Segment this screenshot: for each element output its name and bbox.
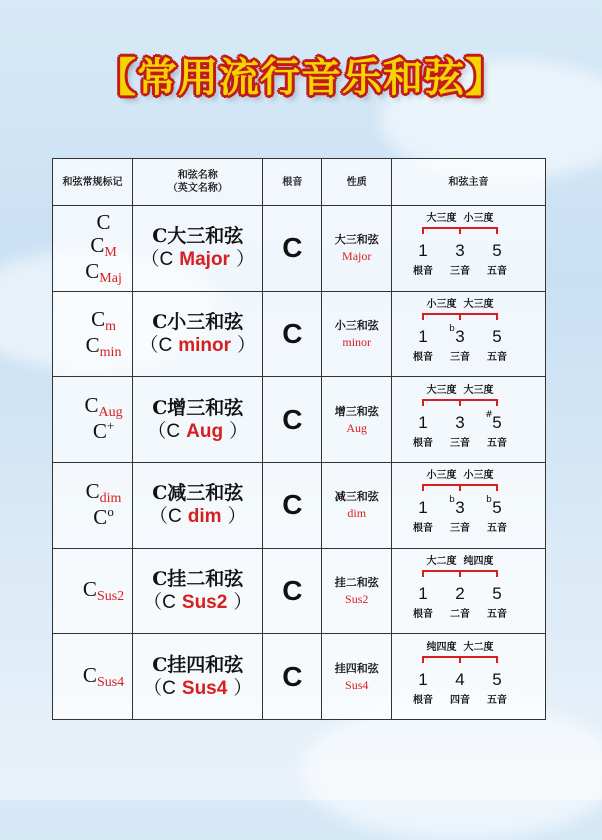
chord-tones-cell: [392, 548, 546, 634]
chord-symbols-cell: [53, 634, 133, 720]
chord-row: [53, 462, 546, 548]
accidental-mark: b: [448, 323, 455, 334]
chord-symbol-mark: o: [107, 503, 114, 519]
accidental-mark: b: [448, 495, 455, 506]
chord-symbol-mark: Sus4: [96, 674, 125, 690]
chord-name-cell: [133, 291, 263, 377]
chord-name-close: ）: [227, 506, 247, 528]
chord-name-open: （C: [139, 334, 173, 356]
scale-degree: 5: [491, 669, 502, 689]
chord-name-cell: [133, 206, 263, 292]
root-note: C: [263, 634, 322, 720]
table-header-row: [53, 159, 546, 206]
chord-tones-cell: [392, 462, 546, 548]
chord-quality-cell: [322, 634, 392, 720]
scale-degree: 5: [491, 583, 502, 603]
chord-symbol-base: C: [93, 504, 108, 529]
chord-quality-cell: [322, 548, 392, 634]
interval-label: 小三度: [463, 213, 494, 225]
tone-label: 五音: [486, 694, 507, 706]
chord-name-cell: [133, 377, 263, 463]
accidental-mark: b: [485, 495, 492, 506]
chord-quality-cell: [322, 206, 392, 292]
tone-label: 二音: [449, 608, 470, 620]
scale-degree: 3: [454, 412, 465, 432]
chord-name-open: （C: [148, 506, 182, 528]
interval-label: 大二度: [463, 641, 494, 653]
chord-quality-cell: [322, 291, 392, 377]
chord-name-close: ）: [233, 677, 253, 699]
interval-label: 小三度: [463, 470, 494, 482]
scale-degree: 4: [454, 669, 465, 689]
root-note: C: [263, 548, 322, 634]
chord-symbol-base: C: [91, 306, 106, 331]
chord-name-en-line: [133, 248, 262, 272]
chord-row: [53, 206, 546, 292]
chord-symbol-base: C: [85, 332, 100, 357]
chord-symbol-mark: dim: [99, 490, 122, 506]
chord-name-en: Aug: [186, 420, 224, 442]
chord-symbol-base: C: [82, 576, 97, 601]
interval-label: 大三度: [426, 213, 457, 225]
chord-symbol-base: C: [82, 662, 97, 687]
chord-symbol: [75, 503, 132, 531]
chord-name-en-line: [133, 420, 262, 444]
tone-label: 根音: [412, 694, 433, 706]
scale-degree: 5: [491, 412, 502, 432]
interval-bracket: [423, 657, 497, 663]
chord-name-open: （C: [143, 677, 176, 699]
chord-name-en-line: [133, 677, 262, 701]
interval-label: 纯四度: [426, 641, 457, 653]
tone-label: 根音: [412, 523, 433, 535]
tone-label: 根音: [412, 266, 433, 278]
root-note: C: [263, 291, 322, 377]
chord-symbol-base: C: [85, 478, 100, 503]
chord-name-open: （C: [143, 591, 176, 613]
interval-bracket: [423, 571, 497, 577]
chord-name-en: Sus2: [181, 591, 228, 613]
scale-degree: 5: [491, 326, 502, 346]
chord-symbol-mark: Maj: [99, 270, 122, 286]
chord-symbol: [75, 211, 132, 234]
chord-tones-cell: [392, 377, 546, 463]
header-chord-name: [133, 159, 263, 206]
title-container: [0, 46, 602, 103]
chord-symbol-mark: Aug: [98, 405, 123, 421]
chord-symbol: [75, 308, 132, 334]
header-root: 根音: [263, 159, 322, 206]
chord-name-en-line: [133, 334, 262, 358]
header-chord-name-en: （英文名称）: [167, 183, 228, 194]
chord-symbol-base: C: [96, 209, 111, 234]
scale-degree: 1: [417, 326, 428, 346]
chord-tones-cell: [392, 291, 546, 377]
scale-degree: 3: [454, 498, 465, 518]
quality-en: minor: [342, 334, 372, 349]
chord-name-en-line: [133, 591, 262, 615]
chord-name-cn: C挂四和弦: [152, 653, 244, 676]
chord-symbol-mark: Sus2: [96, 588, 125, 604]
chord-row: [53, 548, 546, 634]
chord-symbol-base: C: [90, 232, 105, 257]
scale-degree: 1: [417, 583, 428, 603]
quality-cn: 小三和弦: [334, 318, 379, 332]
tone-label: 五音: [486, 437, 507, 449]
header-notation: 和弦常规标记: [53, 159, 133, 206]
chord-symbol: [75, 334, 132, 360]
interval-label: 大二度: [426, 555, 457, 567]
chord-name-close: ）: [237, 334, 257, 356]
chord-symbol: [75, 420, 132, 445]
tone-label: 根音: [412, 437, 433, 449]
chord-row: [53, 634, 546, 720]
chord-name-cn: C增三和弦: [152, 396, 244, 419]
chord-name-cn: C减三和弦: [152, 482, 244, 505]
interval-bracket: [423, 400, 497, 406]
quality-cn: 挂四和弦: [334, 661, 379, 675]
chord-symbol-base: C: [92, 419, 107, 444]
quality-en: dim: [347, 506, 367, 521]
interval-bracket: [423, 228, 497, 234]
interval-bracket: [423, 485, 497, 491]
scale-degree: 5: [491, 498, 502, 518]
chord-symbols-cell: [53, 377, 133, 463]
quality-cn: 增三和弦: [334, 404, 379, 418]
interval-label: 大三度: [463, 384, 494, 396]
interval-label: 小三度: [426, 470, 457, 482]
scale-degree: 3: [454, 326, 465, 346]
chord-tones-diagram: [394, 380, 544, 460]
scale-degree: 3: [454, 241, 465, 261]
tone-label: 根音: [412, 351, 433, 363]
header-quality: 性质: [322, 159, 392, 206]
chord-tones-cell: [392, 206, 546, 292]
scale-degree: 1: [417, 412, 428, 432]
chord-symbol-base: C: [84, 393, 99, 418]
chord-symbol: [75, 234, 132, 260]
scale-degree: 5: [491, 241, 502, 261]
tone-label: 四音: [449, 694, 470, 706]
quality-en: Major: [342, 249, 372, 264]
scale-degree: 1: [417, 498, 428, 518]
chord-tones-diagram: [394, 551, 544, 631]
chord-table: [52, 158, 546, 720]
chord-name-close: ）: [233, 591, 253, 613]
chord-symbol-base: C: [85, 258, 100, 283]
interval-label: 小三度: [426, 298, 457, 310]
chord-symbol: [75, 480, 132, 506]
chord-symbol-mark: min: [99, 344, 122, 360]
chord-name-cn: C大三和弦: [152, 225, 244, 248]
accidental-mark: #: [484, 409, 493, 420]
interval-label: 大三度: [426, 384, 457, 396]
tone-label: 三音: [449, 437, 470, 449]
chord-name-open: （C: [147, 420, 181, 442]
chord-name-cn: C小三和弦: [152, 310, 244, 333]
tone-label: 三音: [449, 266, 470, 278]
chord-tones-cell: [392, 634, 546, 720]
chord-name-cell: [133, 634, 263, 720]
chord-tones-diagram: [394, 637, 544, 717]
quality-en: Aug: [346, 420, 368, 435]
quality-cn: 减三和弦: [334, 490, 379, 504]
chord-symbol-mark: m: [105, 318, 116, 334]
chord-symbols-cell: [53, 548, 133, 634]
chord-name-cell: [133, 462, 263, 548]
chord-symbol-mark: M: [104, 244, 117, 260]
chord-name-close: ）: [235, 249, 255, 271]
chord-row: [53, 377, 546, 463]
chord-symbol: [75, 394, 132, 420]
tone-label: 三音: [449, 523, 470, 535]
background-cloud: [300, 700, 602, 840]
chord-name-en: minor: [178, 334, 231, 356]
root-note: C: [263, 377, 322, 463]
chord-name-en: Major: [179, 249, 230, 271]
chord-quality-cell: [322, 462, 392, 548]
root-note: C: [263, 206, 322, 292]
header-chord-tones: 和弦主音: [392, 159, 546, 206]
page-title: 【常用流行音乐和弦】: [96, 55, 506, 101]
quality-en: Sus2: [345, 591, 369, 606]
chord-symbols-cell: [53, 462, 133, 548]
tone-label: 根音: [412, 608, 433, 620]
chord-symbol: [75, 260, 132, 286]
tone-label: 五音: [486, 351, 507, 363]
header-chord-name-cn: 和弦名称: [177, 170, 218, 181]
tone-label: 五音: [486, 608, 507, 620]
scale-degree: 1: [417, 241, 428, 261]
chord-name-en: Sus4: [181, 677, 228, 699]
chord-symbols-cell: [53, 291, 133, 377]
chord-symbol: [75, 578, 132, 604]
chord-name-en: dim: [187, 506, 222, 528]
scale-degree: 2: [454, 583, 465, 603]
chord-name-cn: C挂二和弦: [152, 567, 244, 590]
chord-symbols-cell: [53, 206, 133, 292]
quality-cn: 大三和弦: [334, 233, 379, 247]
chord-tones-diagram: [394, 294, 544, 374]
chord-quality-cell: [322, 377, 392, 463]
root-note: C: [263, 462, 322, 548]
tone-label: 五音: [486, 523, 507, 535]
chord-symbol: [75, 664, 132, 690]
interval-label: 大三度: [463, 298, 494, 310]
chord-name-open: （C: [140, 249, 174, 271]
interval-bracket: [423, 314, 497, 320]
scale-degree: 1: [417, 669, 428, 689]
chord-row: [53, 291, 546, 377]
chord-name-en-line: [133, 505, 262, 529]
interval-label: 纯四度: [463, 555, 494, 567]
chord-symbol-mark: +: [106, 418, 115, 434]
quality-en: Sus4: [345, 677, 369, 692]
chord-name-cell: [133, 548, 263, 634]
chord-tones-diagram: [394, 208, 544, 288]
tone-label: 五音: [486, 266, 507, 278]
chord-name-close: ）: [229, 420, 249, 442]
tone-label: 三音: [449, 351, 470, 363]
quality-cn: 挂二和弦: [334, 575, 379, 589]
chord-tones-diagram: [394, 465, 544, 545]
